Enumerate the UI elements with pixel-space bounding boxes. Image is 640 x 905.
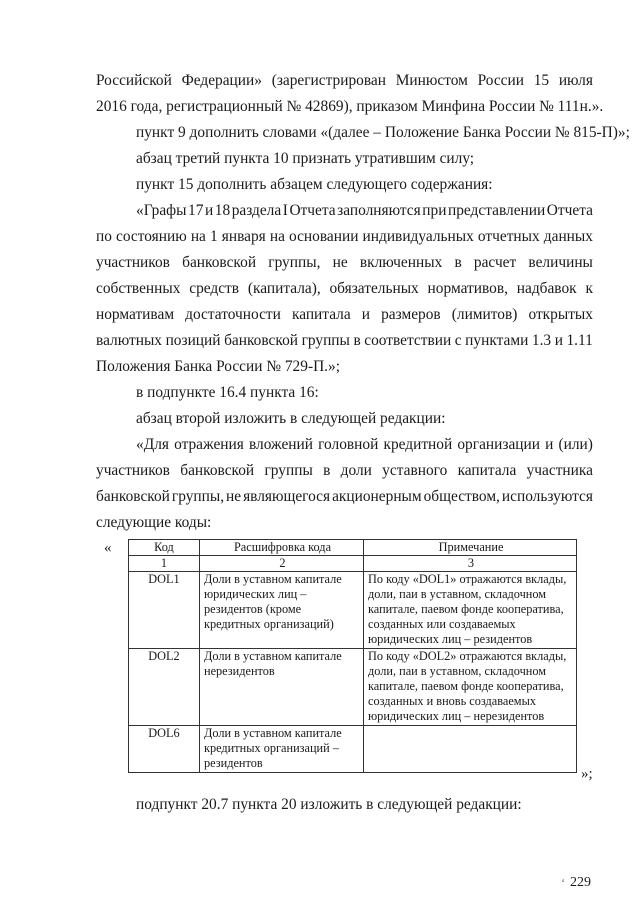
word: головной [318, 436, 379, 453]
word: вложений [248, 436, 313, 453]
column-number: 1 [129, 556, 200, 572]
paragraph-line: Положения Банка России № 729-П.»; [96, 358, 341, 375]
word: на [190, 228, 206, 245]
word: нормативов, [427, 280, 508, 297]
word: банковской [96, 488, 170, 505]
cell-line: По коду «DOL2» отражаются вклады, [368, 649, 567, 663]
word: заполняются [337, 202, 421, 219]
word: на [269, 228, 285, 245]
cell-line: доли, паи в уставном, складочном [368, 587, 547, 601]
table-row [129, 572, 577, 649]
word: и [361, 306, 371, 323]
paragraph-line: пункт 9 дополнить словами «(далее – Положение Банка России № 815-П)»; [136, 124, 630, 141]
paragraph-line [96, 487, 593, 507]
word: (зарегистрирован [271, 72, 386, 89]
word: Минюстом [395, 72, 468, 89]
word: банковской [180, 462, 255, 479]
desc-cell [200, 649, 364, 726]
table-row [129, 649, 577, 726]
word: уставного [382, 462, 448, 479]
word: Федерации» [181, 72, 262, 89]
note-cell [364, 572, 577, 649]
word: пунктами [465, 332, 529, 349]
word: в [323, 462, 331, 479]
desc-cell [200, 572, 364, 649]
word: 15 [533, 72, 550, 89]
page-number: 229 [570, 875, 591, 890]
word: размеров [381, 306, 441, 323]
word: организации [457, 436, 540, 453]
word: не [332, 254, 348, 271]
note-cell [364, 726, 577, 773]
cell-line: резидентов (кроме [204, 602, 302, 616]
note-cell [364, 649, 577, 726]
page-mark: ʻ [561, 875, 566, 890]
word: в [353, 332, 361, 349]
word: «Графы [136, 202, 187, 219]
word: открытых [528, 306, 593, 323]
cell-line: юридических лиц – резидентов [368, 632, 533, 646]
word: 1 [209, 228, 218, 245]
header-decoding: Расшифровка кода [200, 540, 364, 556]
cell-line: созданных или создаваемых [368, 617, 516, 631]
word: величины [528, 254, 593, 271]
word: состоянию [116, 228, 187, 245]
word: при [422, 202, 447, 219]
paragraph-line [96, 279, 593, 299]
cell-line: Доли в уставном капитале [204, 726, 342, 740]
word: расчет [473, 254, 517, 271]
word: кредитной [383, 436, 453, 453]
code-cell: DOL6 [129, 726, 200, 773]
open-quote: « [104, 540, 112, 556]
paragraph-line: абзац третий пункта 10 признать утратившим силу; [136, 150, 475, 167]
column-number: 2 [200, 556, 364, 572]
word: доли [340, 462, 372, 479]
word: июля [558, 72, 593, 89]
word: в [454, 254, 462, 271]
paragraph-line [136, 435, 593, 455]
word: 17 [188, 202, 204, 219]
column-number: 3 [364, 556, 577, 572]
cell-line: По коду «DOL1» отражаются вклады, [368, 572, 567, 586]
word: (или) [558, 436, 593, 453]
word: валютных [96, 332, 163, 349]
code-cell: DOL1 [129, 572, 200, 649]
word: надбавок [516, 280, 577, 297]
word: собственных [96, 280, 181, 297]
word: с [454, 332, 462, 349]
word: раздела [231, 202, 282, 219]
cell-line: капитале, паевом фонде кооператива, [368, 679, 564, 693]
cell-line: юридических лиц – [204, 587, 307, 601]
cell-line: резидентов [204, 756, 263, 770]
word: не [226, 488, 242, 505]
cell-line: Доли в уставном капитале [204, 649, 342, 663]
table-number-row [129, 556, 577, 572]
word: Отчета [546, 202, 593, 219]
word: включенных [359, 254, 443, 271]
word: группы [264, 462, 313, 479]
table-row [129, 726, 577, 773]
word: Отчета [289, 202, 336, 219]
word: обязательных [329, 280, 419, 297]
word: средств [189, 280, 240, 297]
word: России [477, 72, 524, 89]
codes-table [128, 539, 577, 773]
word: «Для [136, 436, 169, 453]
word: участников [96, 254, 170, 271]
word: и [545, 436, 554, 453]
word: 1.3 [531, 332, 552, 349]
desc-cell [200, 726, 364, 773]
word: отражения [174, 436, 244, 453]
word: данных [543, 228, 593, 245]
word: капитала [291, 306, 351, 323]
word: и [554, 332, 563, 349]
paragraph-line [96, 253, 593, 273]
paragraph-line [96, 305, 593, 325]
word: группы, [171, 488, 225, 505]
word: группы [301, 332, 350, 349]
word: (капитала), [247, 280, 321, 297]
word: (лимитов) [451, 306, 518, 323]
paragraph-line: 2016 года, регистрационный № 42869), приказом Минфина России № 111н.». [96, 98, 604, 115]
word: банковской [182, 254, 257, 271]
header-code: Код [129, 540, 200, 556]
table-header-row [129, 540, 577, 556]
cell-line: Доли в уставном капитале [204, 572, 342, 586]
paragraph-line [96, 71, 593, 91]
word: отчетных [477, 228, 540, 245]
word: индивидуальных [362, 228, 474, 245]
paragraph-line [96, 331, 593, 351]
word: участников [96, 462, 170, 479]
word: к [585, 280, 593, 297]
word: 1.11 [566, 332, 593, 349]
cell-line: кредитных организаций) [204, 617, 334, 631]
paragraph-line: абзац второй изложить в следующей редакции: [136, 410, 446, 427]
paragraph-line: подпункт 20.7 пункта 20 изложить в следующей редакции: [136, 796, 522, 813]
word: обществом, [423, 488, 500, 505]
word: используются [501, 488, 593, 505]
word: основании [288, 228, 359, 245]
word: достаточности [185, 306, 281, 323]
word: Российской [96, 72, 172, 89]
word: капитала [457, 462, 517, 479]
word: представлении [447, 202, 546, 219]
word: I [282, 202, 288, 219]
header-note: Примечание [364, 540, 577, 556]
word: по [96, 228, 112, 245]
cell-line: доли, паи в уставном, складочном [368, 664, 547, 678]
word: нормативам [96, 306, 175, 323]
word: банковской [224, 332, 299, 349]
cell-line: юридических лиц – нерезидентов [368, 709, 545, 723]
word: являющегося [243, 488, 331, 505]
word: января [221, 228, 266, 245]
paragraph-line [96, 461, 593, 481]
word: акционерным [332, 488, 422, 505]
word: соответствии [364, 332, 452, 349]
code-cell: DOL2 [129, 649, 200, 726]
cell-line: созданных и вновь создаваемых [368, 694, 536, 708]
cell-line: нерезидентов [204, 664, 275, 678]
word: позиций [165, 332, 221, 349]
word: 18 [214, 202, 231, 219]
cell-line: капитале, паевом фонде кооператива, [368, 602, 564, 616]
paragraph-line: следующие коды: [96, 514, 212, 531]
word: и [204, 202, 214, 219]
close-quote: »; [581, 766, 593, 782]
word: группы, [268, 254, 321, 271]
paragraph-line: пункт 15 дополнить абзацем следующего содержания: [136, 176, 493, 193]
cell-line: кредитных организаций – [204, 741, 339, 755]
paragraph-line: в подпункте 16.4 пункта 16: [136, 384, 319, 401]
paragraph-line [96, 227, 593, 247]
paragraph-line [136, 201, 593, 221]
word: участника [526, 462, 593, 479]
